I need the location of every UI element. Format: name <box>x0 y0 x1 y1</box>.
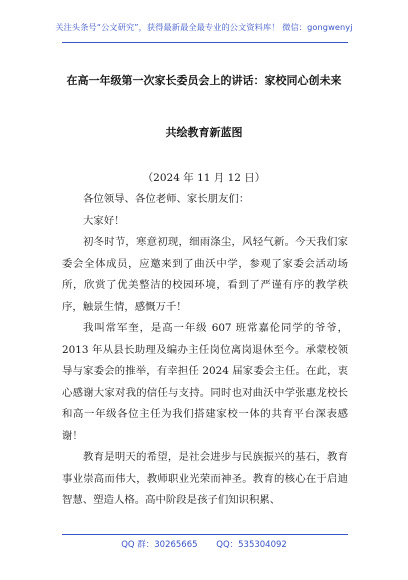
header-banner: 关注头条号“公文研究”，获得最新最全最专业的公文资料库！ 微信：gongwenyj <box>55 22 353 32</box>
header-divider <box>62 42 348 43</box>
paragraph: 教育是明天的希望，是社会进步与民族振兴的基石，教育事业崇高而伟大，教师职业光荣而神圣。教育的核心在于启迪智慧、塑造人格。高中阶段是孩子们知识积累、 <box>62 451 348 506</box>
footer-qq: QQ：535304092 <box>216 540 287 550</box>
salutation: 各位领导、各位老师、家长朋友们： <box>83 193 250 205</box>
document-date: （2024 年 11 月 12 日） <box>142 172 266 184</box>
paragraph: 初冬时节，寒意初现，细雨涤尘，风轻气新。今天我们家委会全体成员，应邀来到了曲沃中学，参观了家委会活动场所，欣赏了优美整洁的校园环境，看到了严谨有序的教学秩序，触景生情，感慨万千！ <box>62 236 348 313</box>
greeting: 大家好！ <box>83 214 125 227</box>
footer <box>0 538 408 550</box>
footer-divider <box>62 534 348 535</box>
footer-qq-group: QQ 群：30265665 <box>121 540 198 550</box>
document-subtitle: 共绘教育新蓝图 <box>165 126 243 139</box>
document-body <box>62 189 348 512</box>
paragraph: 我叫常军奎，是高一年级 607 班常嘉伦同学的爷爷，2013 年从县长助理及编办主任岗位离岗退休至今。承蒙校领导与家委会的推举，有幸担任 2024 届家委会主任。在此，衷心感谢大家对我的信任与支持。同时也对曲沃中学张惠龙校长和高一年级各位主任为我们搭建家校一体的共育平台深表感谢！ <box>62 322 348 442</box>
document-title: 在高一年级第一次家长委员会上的讲话：家校同心创未来 <box>66 74 342 87</box>
